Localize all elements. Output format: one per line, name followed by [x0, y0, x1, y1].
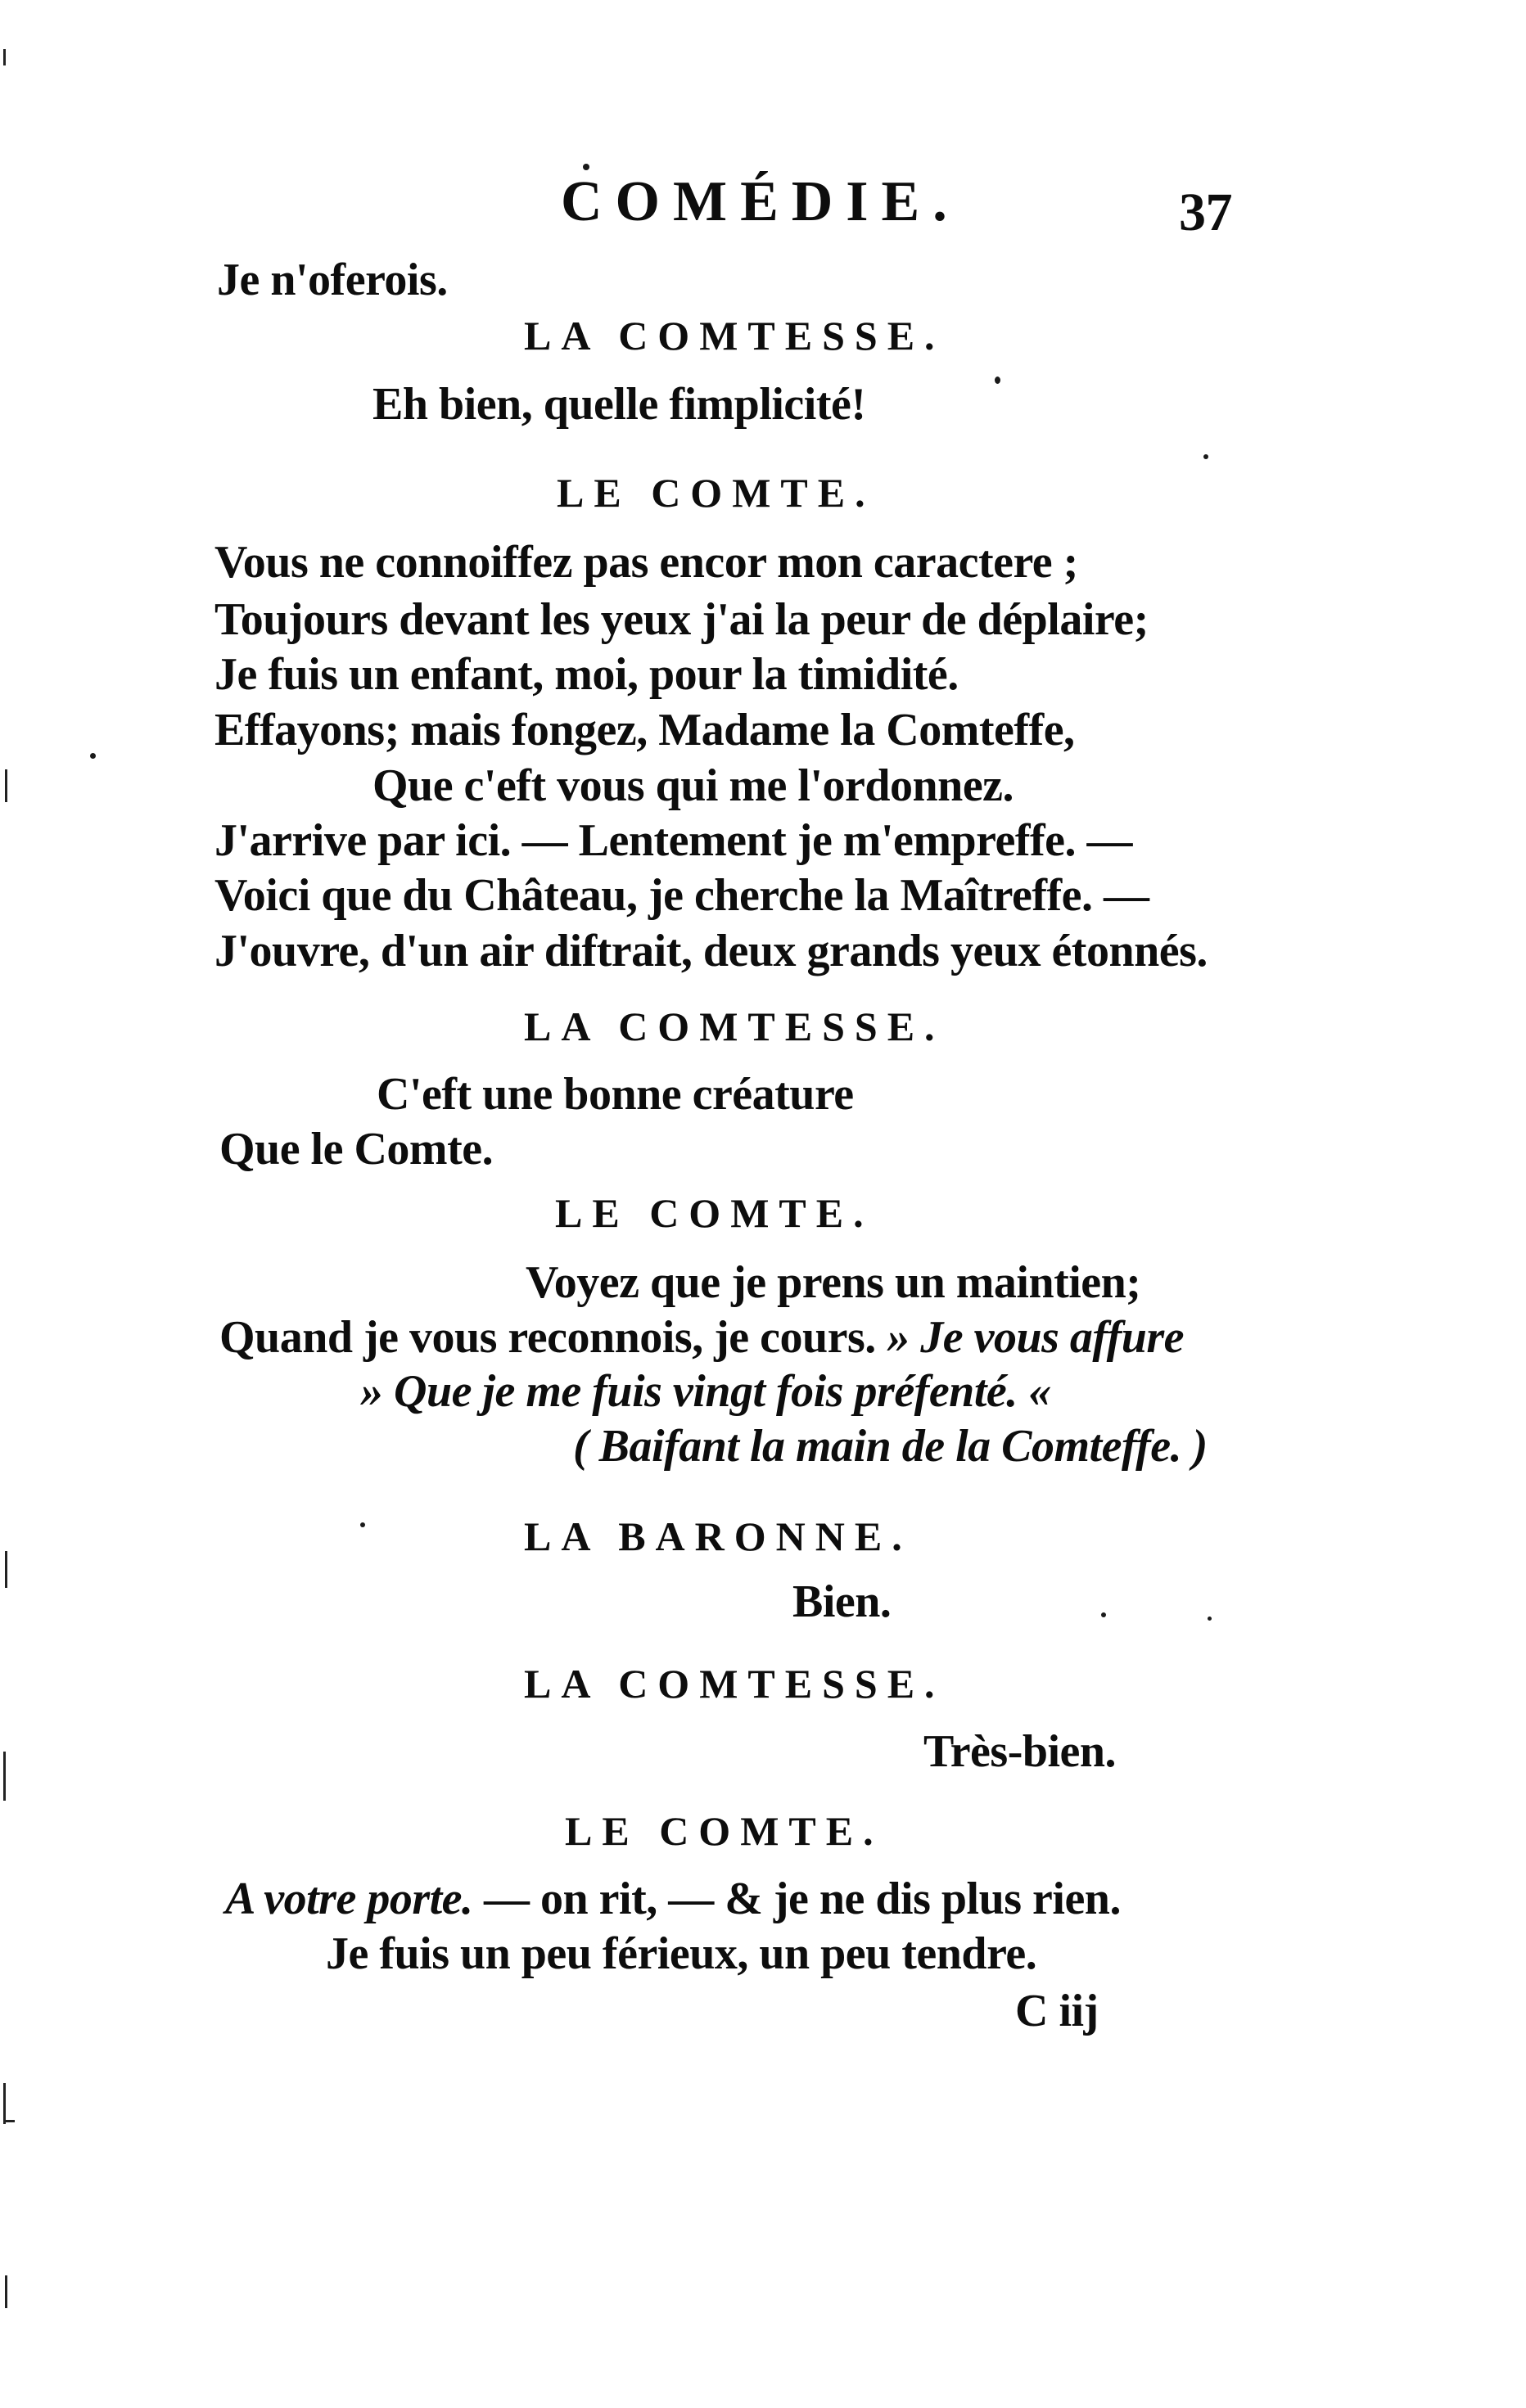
verse-line: Que c'eft vous qui me l'ordonnez.: [372, 760, 1014, 811]
verse-line: Bien.: [792, 1576, 892, 1627]
verse-line: Je fuis un enfant, moi, pour la timidité.: [214, 649, 959, 700]
page-edge-mark: [5, 2275, 7, 2308]
stage-direction: ( Baifant la main de la Comteffe. ): [573, 1421, 1208, 1472]
verse-line: Que le Comte.: [219, 1124, 494, 1175]
scan-speck: [1208, 1617, 1212, 1621]
verse-line: Voici que du Château, je cherche la Maîtreffe. —: [214, 870, 1149, 921]
page-edge-mark: [3, 49, 6, 65]
speaker-name: LE COMTE.: [565, 1808, 883, 1854]
verse-line: Je n'oferois.: [217, 255, 448, 305]
verse-line: J'ouvre, d'un air diftrait, deux grands yeux étonnés.: [214, 926, 1208, 976]
verse-fragment: Quand je vous reconnois, je cours.: [219, 1312, 876, 1363]
verse-line: Je fuis un peu férieux, un peu tendre.: [326, 1928, 1037, 1979]
verse-line: Voyez que je prens un maintien;: [526, 1257, 1141, 1308]
scan-speck: [1101, 1612, 1106, 1617]
speaker-name: LA COMTESSE.: [524, 313, 945, 358]
verse-line: [219, 1311, 1184, 1364]
running-title: COMÉDIE.: [561, 170, 960, 233]
page-edge-mark: [3, 2083, 6, 2124]
page-edge-mark: [3, 1752, 6, 1801]
verse-fragment: — on rit, — & je ne dis plus rien.: [484, 1874, 1121, 1924]
speaker-name: LA COMTESSE.: [524, 1003, 945, 1049]
verse-line: Eh bien, quelle fimplicité!: [372, 379, 866, 430]
verse-line: J'arrive par ici. — Lentement je m'empreffe. —: [214, 815, 1133, 866]
page-edge-mark: [5, 769, 7, 802]
verse-line: Toujours devant les yeux j'ai la peur de déplaire;: [214, 594, 1149, 645]
speaker-name: LE COMTE.: [555, 1190, 874, 1236]
verse-line: Vous ne connoiffez pas encor mon caractere ;: [214, 537, 1078, 588]
page-edge-mark: [3, 2120, 15, 2122]
speaker-name: LA BARONNE.: [524, 1513, 912, 1559]
quoted-line: » Que je me fuis vingt fois préfenté. «: [360, 1366, 1051, 1417]
scan-speck: [995, 377, 1000, 384]
verse-line: Effayons; mais fongez, Madame la Comteffe,: [214, 705, 1075, 755]
page-edge-mark: [5, 1551, 7, 1588]
italic-fragment: A votre porte.: [225, 1874, 473, 1924]
verse-line: C'eft une bonne créature: [377, 1069, 854, 1120]
quoted-fragment: » Je vous affure: [887, 1312, 1185, 1363]
signature-mark: C iij: [1015, 1986, 1099, 2036]
scan-speck: [583, 164, 589, 170]
scan-speck: [90, 753, 96, 759]
page-number: 37: [1179, 183, 1232, 242]
verse-line: [225, 1873, 1121, 1925]
speaker-name: LE COMTE.: [557, 470, 875, 516]
scan-speck: [1203, 454, 1208, 459]
speaker-name: LA COMTESSE.: [524, 1661, 945, 1707]
verse-line: Très-bien.: [923, 1726, 1117, 1777]
scan-speck: [360, 1522, 365, 1527]
